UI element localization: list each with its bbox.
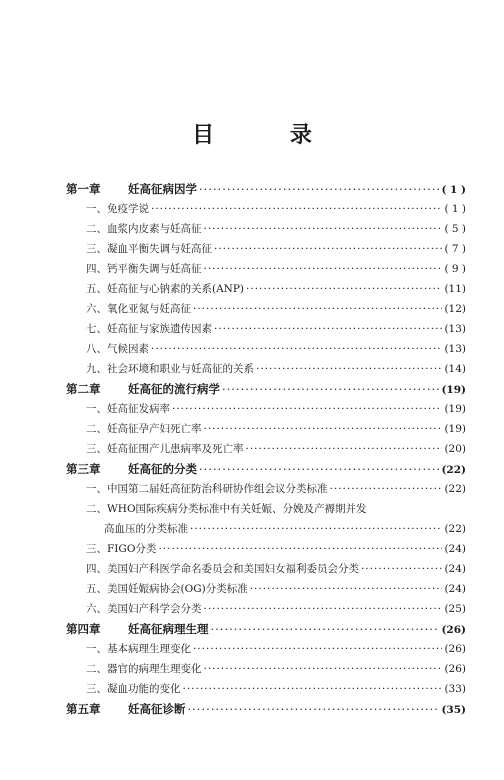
leader-dots — [199, 179, 439, 199]
toc-entry-title: 八、气候因素 — [86, 343, 149, 355]
toc-entry-title: 四、钙平衡失调与妊高征 — [86, 263, 202, 275]
toc-entry-title: 一、免疫学说 — [86, 203, 149, 215]
toc-chapter-title: 妊高征的流行病学 — [128, 382, 220, 396]
toc-chapter-row — [66, 459, 466, 479]
toc-entry-title: 三、妊高征围产儿患病率及死亡率 — [86, 443, 244, 455]
toc-page-number: (11) — [444, 283, 466, 295]
leader-dots — [193, 299, 442, 319]
toc-entry-title: 六、氧化亚氮与妊高征 — [86, 303, 191, 315]
toc-page-number: (22) — [444, 523, 466, 535]
toc-section-row — [66, 239, 466, 259]
toc-page-number: (26) — [444, 643, 466, 655]
leader-dots — [204, 259, 443, 279]
toc-section-row — [66, 539, 466, 559]
toc-page-number: ( 9 ) — [444, 263, 466, 275]
toc-section-row — [66, 579, 466, 599]
toc-page-number: (33) — [444, 683, 466, 695]
toc-page-number: (24) — [444, 583, 466, 595]
toc-page-number: ( 1 ) — [441, 184, 466, 196]
toc-chapter-label — [66, 699, 186, 719]
toc-section-row — [66, 599, 466, 619]
leader-dots — [204, 419, 443, 439]
toc-chapter-number: 第四章 — [66, 622, 101, 636]
toc-section-row — [66, 399, 466, 419]
toc-section-row — [66, 479, 466, 499]
toc-section-row — [66, 259, 466, 279]
toc-section-row — [66, 219, 466, 239]
toc-section-row — [66, 639, 466, 659]
leader-dots — [361, 559, 442, 579]
toc-chapter-number: 第二章 — [66, 382, 101, 396]
toc-page-number: (13) — [444, 343, 466, 355]
toc-page-number: (25) — [444, 603, 466, 615]
toc-section-row — [66, 439, 466, 459]
toc-page-number: (19) — [444, 403, 466, 415]
leader-dots — [158, 539, 442, 559]
toc-chapter-label — [66, 379, 220, 399]
toc-section-row — [66, 339, 466, 359]
toc-entry-title: 三、FIGO分类 — [86, 543, 157, 555]
toc-chapter-label — [66, 179, 197, 199]
toc-entry-title: 二、WHO国际疾病分类标准中有关妊娠、分娩及产褥期并发 — [86, 503, 367, 515]
toc-chapter-row — [66, 379, 466, 399]
toc-page-number: (24) — [444, 563, 466, 575]
toc-chapter-number: 第一章 — [66, 182, 101, 196]
toc-page-number: ( 7 ) — [444, 243, 466, 255]
toc-entry-title: 七、妊高征与家族遗传因素 — [86, 323, 212, 335]
leader-dots — [256, 359, 442, 379]
leader-dots — [172, 399, 442, 419]
toc-chapter-row — [66, 619, 466, 639]
toc-section-row — [66, 279, 466, 299]
leader-dots — [214, 239, 442, 259]
toc-section-row — [66, 199, 466, 219]
leader-dots — [151, 199, 442, 219]
toc-page-number: (20) — [444, 443, 466, 455]
toc-entry-title: 三、凝血平衡失调与妊高征 — [86, 243, 212, 255]
leader-dots — [246, 439, 443, 459]
leader-dots — [204, 659, 443, 679]
toc-chapter-title: 妊高征病因学 — [128, 182, 197, 196]
toc-entry-title: 一、基本病理生理变化 — [86, 643, 191, 655]
toc-entry-title: 一、妊高征发病率 — [86, 403, 170, 415]
toc-page-number: ( 5 ) — [444, 223, 466, 235]
toc-page-number: (26) — [444, 663, 466, 675]
leader-dots — [188, 699, 440, 719]
leader-dots — [151, 339, 442, 359]
leader-dots — [199, 459, 439, 479]
toc-entry-title: 高血压的分类标准 — [104, 523, 188, 535]
toc-page-number: (14) — [444, 363, 466, 375]
toc-section-row — [66, 419, 466, 439]
toc-chapter-label — [66, 459, 197, 479]
leader-dots — [193, 639, 442, 659]
toc-page-number: (24) — [444, 543, 466, 555]
leader-dots — [222, 379, 439, 399]
toc-chapter-number: 第五章 — [66, 702, 101, 716]
toc-entry-title: 五、美国妊娠病协会(OG)分类标准 — [86, 583, 248, 595]
leader-dots — [204, 219, 443, 239]
leader-dots — [204, 599, 443, 619]
toc-page-number: (19) — [444, 423, 466, 435]
toc-section-row — [66, 499, 466, 519]
toc-entry-title: 三、凝血功能的变化 — [86, 683, 181, 695]
toc-entry-title: 二、血浆内皮素与妊高征 — [86, 223, 202, 235]
toc-entry-title: 五、妊高征与心钠素的关系(ANP) — [86, 283, 245, 295]
toc-section-row — [66, 659, 466, 679]
toc-entry-title: 四、美国妇产科医学命名委员会和美国妇女福利委员会分类 — [86, 563, 359, 575]
toc-page-number: (13) — [444, 323, 466, 335]
toc-section-row — [66, 319, 466, 339]
leader-dots — [250, 579, 443, 599]
toc-entry-title: 九、社会环境和职业与妊高征的关系 — [86, 363, 254, 375]
toc-entry-title: 二、妊高征孕产妇死亡率 — [86, 423, 202, 435]
toc-chapter-row — [66, 179, 466, 199]
toc-page-number: ( 1 ) — [444, 203, 466, 215]
table-of-contents — [66, 179, 466, 719]
toc-section-row — [66, 519, 466, 539]
toc-section-row — [66, 299, 466, 319]
leader-dots — [246, 279, 442, 299]
toc-chapter-row — [66, 699, 466, 719]
toc-entry-title: 一、中国第二届妊高征防治科研协作组会议分类标准 — [86, 483, 328, 495]
toc-page-number: (26) — [441, 624, 466, 636]
toc-page-number: (12) — [444, 303, 466, 315]
toc-chapter-title: 妊高征的分类 — [128, 462, 197, 476]
toc-page-number: (22) — [441, 464, 466, 476]
toc-chapter-number: 第三章 — [66, 462, 101, 476]
toc-page-number: (22) — [444, 483, 466, 495]
toc-section-row — [66, 559, 466, 579]
leader-dots — [211, 619, 440, 639]
toc-page-number: (19) — [441, 384, 466, 396]
page-title: 目 录 — [192, 122, 346, 148]
leader-dots — [190, 519, 442, 539]
toc-section-row — [66, 679, 466, 699]
toc-chapter-title: 妊高征病理生理 — [128, 622, 209, 636]
leader-dots — [330, 479, 443, 499]
leader-dots — [214, 319, 442, 339]
toc-section-row — [66, 359, 466, 379]
toc-page-number: (35) — [441, 704, 466, 716]
toc-chapter-label — [66, 619, 209, 639]
leader-dots — [183, 679, 443, 699]
toc-entry-title: 六、美国妇产科学会分类 — [86, 603, 202, 615]
toc-chapter-title: 妊高征诊断 — [128, 702, 186, 716]
toc-entry-title: 二、器官的病理生理变化 — [86, 663, 202, 675]
